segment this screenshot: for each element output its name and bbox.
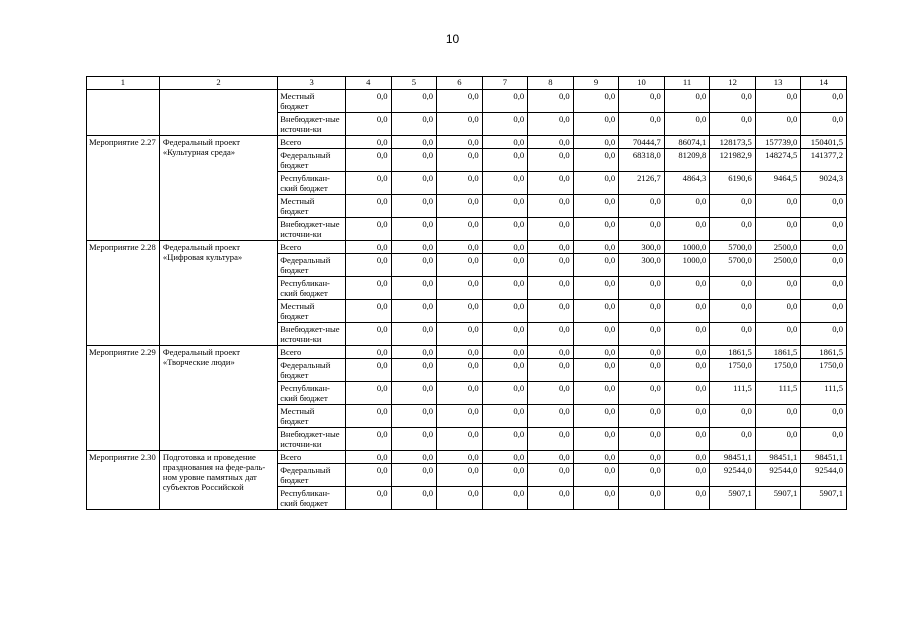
value-cell: 0,0 bbox=[391, 172, 437, 195]
funding-source-cell: Всего bbox=[278, 346, 346, 359]
value-cell: 0,0 bbox=[482, 428, 528, 451]
value-cell: 0,0 bbox=[528, 113, 574, 136]
header-row bbox=[87, 77, 847, 90]
funding-source-cell: Федеральный бюджет bbox=[278, 149, 346, 172]
value-cell: 0,0 bbox=[346, 323, 392, 346]
value-cell: 92544,0 bbox=[710, 464, 756, 487]
event-cell: Мероприятие 2.27 bbox=[87, 136, 160, 241]
value-cell: 1861,5 bbox=[710, 346, 756, 359]
value-cell: 111,5 bbox=[710, 382, 756, 405]
event-cell bbox=[87, 90, 160, 136]
value-cell: 0,0 bbox=[391, 323, 437, 346]
value-cell: 0,0 bbox=[391, 359, 437, 382]
value-cell: 92544,0 bbox=[801, 464, 847, 487]
value-cell: 0,0 bbox=[346, 451, 392, 464]
value-cell: 0,0 bbox=[664, 405, 710, 428]
value-cell: 0,0 bbox=[346, 113, 392, 136]
value-cell: 0,0 bbox=[573, 277, 619, 300]
value-cell: 0,0 bbox=[573, 382, 619, 405]
value-cell: 0,0 bbox=[346, 254, 392, 277]
value-cell: 0,0 bbox=[573, 323, 619, 346]
value-cell: 0,0 bbox=[528, 405, 574, 428]
value-cell: 0,0 bbox=[619, 487, 665, 510]
value-cell: 0,0 bbox=[528, 254, 574, 277]
column-header: 6 bbox=[437, 77, 483, 90]
value-cell: 0,0 bbox=[801, 90, 847, 113]
value-cell: 5907,1 bbox=[755, 487, 801, 510]
value-cell: 0,0 bbox=[528, 487, 574, 510]
value-cell: 0,0 bbox=[482, 136, 528, 149]
value-cell: 0,0 bbox=[391, 300, 437, 323]
value-cell: 0,0 bbox=[619, 113, 665, 136]
value-cell: 0,0 bbox=[346, 428, 392, 451]
value-cell: 0,0 bbox=[437, 277, 483, 300]
value-cell: 0,0 bbox=[664, 195, 710, 218]
value-cell: 0,0 bbox=[755, 300, 801, 323]
value-cell: 0,0 bbox=[437, 464, 483, 487]
value-cell: 0,0 bbox=[755, 195, 801, 218]
value-cell: 92544,0 bbox=[755, 464, 801, 487]
value-cell: 0,0 bbox=[528, 382, 574, 405]
value-cell: 0,0 bbox=[573, 451, 619, 464]
page-number: 10 bbox=[445, 32, 460, 46]
value-cell: 0,0 bbox=[755, 277, 801, 300]
value-cell: 0,0 bbox=[801, 113, 847, 136]
value-cell: 0,0 bbox=[346, 241, 392, 254]
value-cell: 0,0 bbox=[482, 149, 528, 172]
value-cell: 0,0 bbox=[755, 405, 801, 428]
value-cell: 0,0 bbox=[801, 195, 847, 218]
value-cell: 0,0 bbox=[391, 346, 437, 359]
value-cell: 0,0 bbox=[619, 323, 665, 346]
value-cell: 2500,0 bbox=[755, 254, 801, 277]
value-cell: 0,0 bbox=[437, 172, 483, 195]
value-cell: 0,0 bbox=[710, 300, 756, 323]
value-cell: 0,0 bbox=[437, 241, 483, 254]
funding-source-cell: Федеральный бюджет bbox=[278, 254, 346, 277]
event-name-cell: Федеральный проект «Цифровая культура» bbox=[159, 241, 277, 346]
value-cell: 0,0 bbox=[391, 90, 437, 113]
event-cell: Мероприятие 2.28 bbox=[87, 241, 160, 346]
table-row bbox=[87, 346, 847, 359]
value-cell: 0,0 bbox=[528, 464, 574, 487]
value-cell: 0,0 bbox=[573, 136, 619, 149]
value-cell: 0,0 bbox=[755, 428, 801, 451]
value-cell: 0,0 bbox=[619, 90, 665, 113]
value-cell: 0,0 bbox=[573, 113, 619, 136]
column-header: 2 bbox=[159, 77, 277, 90]
funding-source-cell: Местный бюджет bbox=[278, 195, 346, 218]
value-cell: 5700,0 bbox=[710, 241, 756, 254]
value-cell: 0,0 bbox=[391, 487, 437, 510]
value-cell: 111,5 bbox=[801, 382, 847, 405]
value-cell: 0,0 bbox=[573, 218, 619, 241]
value-cell: 0,0 bbox=[573, 90, 619, 113]
value-cell: 70444,7 bbox=[619, 136, 665, 149]
value-cell: 0,0 bbox=[528, 172, 574, 195]
value-cell: 0,0 bbox=[710, 195, 756, 218]
value-cell: 0,0 bbox=[573, 487, 619, 510]
value-cell: 0,0 bbox=[664, 218, 710, 241]
value-cell: 0,0 bbox=[619, 451, 665, 464]
value-cell: 0,0 bbox=[528, 323, 574, 346]
value-cell: 0,0 bbox=[482, 90, 528, 113]
value-cell: 0,0 bbox=[528, 277, 574, 300]
value-cell: 2126,7 bbox=[619, 172, 665, 195]
value-cell: 2500,0 bbox=[755, 241, 801, 254]
value-cell: 5907,1 bbox=[710, 487, 756, 510]
value-cell: 0,0 bbox=[482, 218, 528, 241]
table-row bbox=[87, 136, 847, 149]
value-cell: 1000,0 bbox=[664, 241, 710, 254]
value-cell: 1750,0 bbox=[710, 359, 756, 382]
value-cell: 0,0 bbox=[710, 113, 756, 136]
value-cell: 0,0 bbox=[437, 254, 483, 277]
value-cell: 0,0 bbox=[664, 464, 710, 487]
value-cell: 98451,1 bbox=[710, 451, 756, 464]
funding-source-cell: Республикан-ский бюджет bbox=[278, 382, 346, 405]
value-cell: 0,0 bbox=[437, 149, 483, 172]
value-cell: 5700,0 bbox=[710, 254, 756, 277]
value-cell: 0,0 bbox=[437, 113, 483, 136]
value-cell: 0,0 bbox=[528, 90, 574, 113]
budget-table bbox=[86, 76, 847, 510]
value-cell: 128173,5 bbox=[710, 136, 756, 149]
value-cell: 111,5 bbox=[755, 382, 801, 405]
value-cell: 0,0 bbox=[573, 300, 619, 323]
value-cell: 0,0 bbox=[664, 113, 710, 136]
funding-source-cell: Федеральный бюджет bbox=[278, 464, 346, 487]
value-cell: 0,0 bbox=[391, 405, 437, 428]
value-cell: 4864,3 bbox=[664, 172, 710, 195]
funding-source-cell: Федеральный бюджет bbox=[278, 359, 346, 382]
value-cell: 0,0 bbox=[437, 359, 483, 382]
value-cell: 0,0 bbox=[664, 346, 710, 359]
value-cell: 0,0 bbox=[482, 382, 528, 405]
column-header: 11 bbox=[664, 77, 710, 90]
value-cell: 0,0 bbox=[482, 241, 528, 254]
value-cell: 0,0 bbox=[346, 359, 392, 382]
value-cell: 0,0 bbox=[664, 451, 710, 464]
value-cell: 0,0 bbox=[391, 241, 437, 254]
value-cell: 150401,5 bbox=[801, 136, 847, 149]
column-header: 1 bbox=[87, 77, 160, 90]
funding-source-cell: Всего bbox=[278, 136, 346, 149]
value-cell: 9024,3 bbox=[801, 172, 847, 195]
value-cell: 0,0 bbox=[437, 90, 483, 113]
column-header: 10 bbox=[619, 77, 665, 90]
value-cell: 0,0 bbox=[482, 464, 528, 487]
value-cell: 121982,9 bbox=[710, 149, 756, 172]
event-cell: Мероприятие 2.29 bbox=[87, 346, 160, 451]
value-cell: 0,0 bbox=[664, 90, 710, 113]
value-cell: 0,0 bbox=[346, 346, 392, 359]
value-cell: 0,0 bbox=[437, 405, 483, 428]
funding-source-cell: Республикан-ский бюджет bbox=[278, 487, 346, 510]
value-cell: 0,0 bbox=[482, 277, 528, 300]
value-cell: 5907,1 bbox=[801, 487, 847, 510]
value-cell: 0,0 bbox=[664, 359, 710, 382]
value-cell: 0,0 bbox=[437, 487, 483, 510]
value-cell: 0,0 bbox=[391, 451, 437, 464]
value-cell: 0,0 bbox=[482, 195, 528, 218]
value-cell: 0,0 bbox=[710, 90, 756, 113]
column-header: 14 bbox=[801, 77, 847, 90]
value-cell: 0,0 bbox=[619, 277, 665, 300]
funding-source-cell: Местный бюджет bbox=[278, 405, 346, 428]
value-cell: 0,0 bbox=[801, 323, 847, 346]
value-cell: 0,0 bbox=[573, 464, 619, 487]
value-cell: 0,0 bbox=[437, 136, 483, 149]
event-name-cell: Подготовка и проведение празднования на феде-раль-ном уровне памятных дат субъектов Российской bbox=[159, 451, 277, 510]
value-cell: 0,0 bbox=[482, 113, 528, 136]
funding-source-cell: Внебюджет-ные источни-ки bbox=[278, 323, 346, 346]
value-cell: 0,0 bbox=[391, 218, 437, 241]
value-cell: 0,0 bbox=[482, 254, 528, 277]
value-cell: 0,0 bbox=[619, 405, 665, 428]
funding-source-cell: Внебюджет-ные источни-ки bbox=[278, 428, 346, 451]
table-row bbox=[87, 90, 847, 113]
value-cell: 0,0 bbox=[801, 405, 847, 428]
value-cell: 0,0 bbox=[391, 464, 437, 487]
value-cell: 0,0 bbox=[573, 254, 619, 277]
event-name-cell bbox=[159, 90, 277, 136]
value-cell: 0,0 bbox=[437, 451, 483, 464]
value-cell: 0,0 bbox=[346, 487, 392, 510]
value-cell: 0,0 bbox=[573, 405, 619, 428]
value-cell: 0,0 bbox=[619, 382, 665, 405]
value-cell: 68318,0 bbox=[619, 149, 665, 172]
value-cell: 0,0 bbox=[619, 359, 665, 382]
column-header: 5 bbox=[391, 77, 437, 90]
value-cell: 0,0 bbox=[710, 323, 756, 346]
funding-source-cell: Местный бюджет bbox=[278, 90, 346, 113]
value-cell: 0,0 bbox=[482, 346, 528, 359]
value-cell: 0,0 bbox=[346, 405, 392, 428]
value-cell: 148274,5 bbox=[755, 149, 801, 172]
value-cell: 0,0 bbox=[528, 241, 574, 254]
value-cell: 0,0 bbox=[619, 346, 665, 359]
funding-source-cell: Внебюджет-ные источни-ки bbox=[278, 218, 346, 241]
funding-source-cell: Всего bbox=[278, 241, 346, 254]
value-cell: 0,0 bbox=[437, 346, 483, 359]
value-cell: 0,0 bbox=[664, 382, 710, 405]
value-cell: 0,0 bbox=[528, 346, 574, 359]
value-cell: 0,0 bbox=[528, 195, 574, 218]
value-cell: 0,0 bbox=[437, 323, 483, 346]
value-cell: 0,0 bbox=[437, 428, 483, 451]
value-cell: 0,0 bbox=[346, 136, 392, 149]
value-cell: 9464,5 bbox=[755, 172, 801, 195]
value-cell: 0,0 bbox=[801, 300, 847, 323]
column-header: 13 bbox=[755, 77, 801, 90]
value-cell: 0,0 bbox=[391, 382, 437, 405]
table-row bbox=[87, 241, 847, 254]
value-cell: 0,0 bbox=[664, 323, 710, 346]
value-cell: 0,0 bbox=[710, 277, 756, 300]
value-cell: 0,0 bbox=[664, 300, 710, 323]
column-header: 3 bbox=[278, 77, 346, 90]
column-header: 8 bbox=[528, 77, 574, 90]
value-cell: 0,0 bbox=[664, 428, 710, 451]
value-cell: 1750,0 bbox=[801, 359, 847, 382]
value-cell: 0,0 bbox=[482, 172, 528, 195]
value-cell: 0,0 bbox=[710, 218, 756, 241]
event-cell: Мероприятие 2.30 bbox=[87, 451, 160, 510]
funding-source-cell: Местный бюджет bbox=[278, 300, 346, 323]
value-cell: 0,0 bbox=[482, 487, 528, 510]
value-cell: 1861,5 bbox=[801, 346, 847, 359]
value-cell: 0,0 bbox=[391, 195, 437, 218]
value-cell: 0,0 bbox=[528, 428, 574, 451]
value-cell: 0,0 bbox=[528, 149, 574, 172]
value-cell: 0,0 bbox=[482, 300, 528, 323]
value-cell: 0,0 bbox=[346, 277, 392, 300]
value-cell: 0,0 bbox=[528, 451, 574, 464]
value-cell: 0,0 bbox=[346, 90, 392, 113]
value-cell: 86074,1 bbox=[664, 136, 710, 149]
value-cell: 0,0 bbox=[801, 277, 847, 300]
value-cell: 0,0 bbox=[391, 136, 437, 149]
value-cell: 300,0 bbox=[619, 254, 665, 277]
value-cell: 0,0 bbox=[573, 428, 619, 451]
value-cell: 98451,1 bbox=[801, 451, 847, 464]
value-cell: 1750,0 bbox=[755, 359, 801, 382]
value-cell: 0,0 bbox=[528, 300, 574, 323]
column-header: 4 bbox=[346, 77, 392, 90]
value-cell: 0,0 bbox=[573, 241, 619, 254]
table-row bbox=[87, 451, 847, 464]
value-cell: 0,0 bbox=[619, 195, 665, 218]
value-cell: 0,0 bbox=[619, 300, 665, 323]
event-name-cell: Федеральный проект «Творческие люди» bbox=[159, 346, 277, 451]
value-cell: 300,0 bbox=[619, 241, 665, 254]
value-cell: 0,0 bbox=[346, 382, 392, 405]
value-cell: 0,0 bbox=[482, 405, 528, 428]
value-cell: 0,0 bbox=[573, 195, 619, 218]
funding-source-cell: Всего bbox=[278, 451, 346, 464]
value-cell: 0,0 bbox=[528, 136, 574, 149]
value-cell: 0,0 bbox=[801, 254, 847, 277]
value-cell: 0,0 bbox=[664, 277, 710, 300]
value-cell: 0,0 bbox=[801, 241, 847, 254]
value-cell: 0,0 bbox=[528, 359, 574, 382]
value-cell: 0,0 bbox=[346, 300, 392, 323]
value-cell: 0,0 bbox=[619, 464, 665, 487]
value-cell: 0,0 bbox=[437, 218, 483, 241]
value-cell: 0,0 bbox=[619, 428, 665, 451]
value-cell: 0,0 bbox=[664, 487, 710, 510]
value-cell: 157739,0 bbox=[755, 136, 801, 149]
value-cell: 0,0 bbox=[573, 149, 619, 172]
value-cell: 0,0 bbox=[755, 218, 801, 241]
value-cell: 0,0 bbox=[346, 172, 392, 195]
value-cell: 0,0 bbox=[482, 451, 528, 464]
value-cell: 81209,8 bbox=[664, 149, 710, 172]
column-header: 9 bbox=[573, 77, 619, 90]
value-cell: 0,0 bbox=[346, 149, 392, 172]
value-cell: 0,0 bbox=[710, 405, 756, 428]
value-cell: 0,0 bbox=[391, 277, 437, 300]
event-name-cell: Федеральный проект «Культурная среда» bbox=[159, 136, 277, 241]
value-cell: 0,0 bbox=[437, 300, 483, 323]
value-cell: 141377,2 bbox=[801, 149, 847, 172]
value-cell: 0,0 bbox=[346, 218, 392, 241]
funding-source-cell: Республикан-ский бюджет bbox=[278, 277, 346, 300]
value-cell: 0,0 bbox=[391, 254, 437, 277]
value-cell: 6190,6 bbox=[710, 172, 756, 195]
value-cell: 0,0 bbox=[391, 149, 437, 172]
value-cell: 0,0 bbox=[391, 113, 437, 136]
value-cell: 0,0 bbox=[482, 323, 528, 346]
column-header: 12 bbox=[710, 77, 756, 90]
value-cell: 1000,0 bbox=[664, 254, 710, 277]
value-cell: 0,0 bbox=[346, 195, 392, 218]
value-cell: 0,0 bbox=[801, 218, 847, 241]
value-cell: 0,0 bbox=[573, 359, 619, 382]
funding-source-cell: Республикан-ский бюджет bbox=[278, 172, 346, 195]
value-cell: 98451,1 bbox=[755, 451, 801, 464]
value-cell: 0,0 bbox=[755, 113, 801, 136]
value-cell: 0,0 bbox=[573, 346, 619, 359]
value-cell: 0,0 bbox=[755, 323, 801, 346]
value-cell: 0,0 bbox=[437, 382, 483, 405]
value-cell: 0,0 bbox=[391, 428, 437, 451]
column-header: 7 bbox=[482, 77, 528, 90]
value-cell: 0,0 bbox=[482, 359, 528, 382]
value-cell: 0,0 bbox=[528, 218, 574, 241]
value-cell: 0,0 bbox=[755, 90, 801, 113]
funding-source-cell: Внебюджет-ные источни-ки bbox=[278, 113, 346, 136]
value-cell: 0,0 bbox=[573, 172, 619, 195]
value-cell: 0,0 bbox=[437, 195, 483, 218]
value-cell: 1861,5 bbox=[755, 346, 801, 359]
value-cell: 0,0 bbox=[346, 464, 392, 487]
value-cell: 0,0 bbox=[801, 428, 847, 451]
value-cell: 0,0 bbox=[710, 428, 756, 451]
value-cell: 0,0 bbox=[619, 218, 665, 241]
